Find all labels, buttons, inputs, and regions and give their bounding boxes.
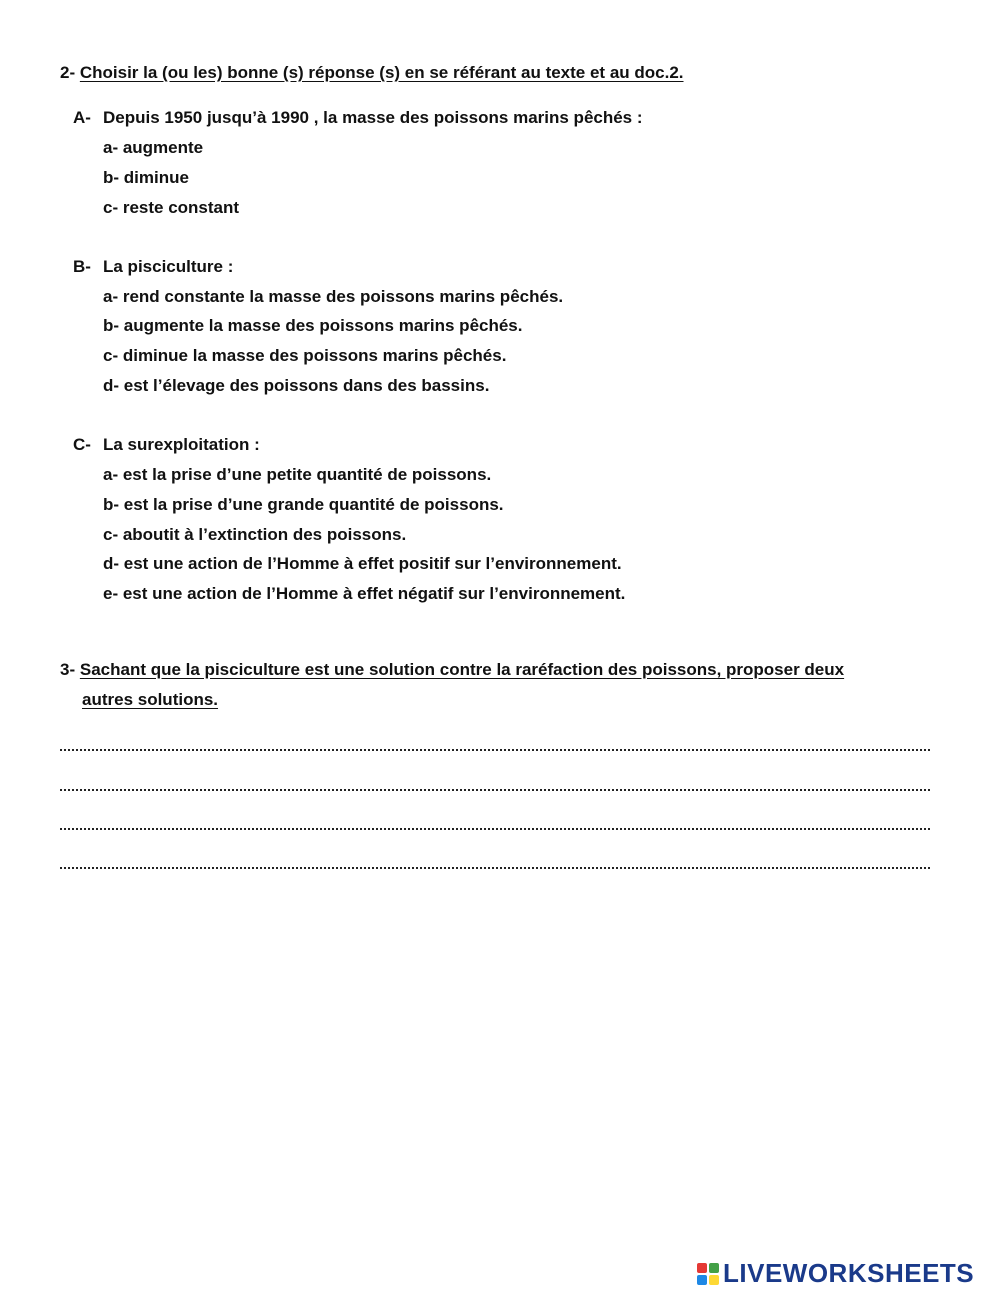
question-b-text: La pisciculture : xyxy=(103,257,234,276)
logo-square-3 xyxy=(697,1275,707,1285)
question-3-number: 3- xyxy=(60,660,76,679)
answer-line-2[interactable] xyxy=(60,785,930,791)
question-b-letter: B- xyxy=(73,257,91,276)
question-a-text: Depuis 1950 jusqu’à 1990 , la masse des poissons marins pêchés : xyxy=(103,108,643,127)
answer-line-4[interactable] xyxy=(60,863,930,869)
option-c-b[interactable]: b- est la prise d’une grande quantité de poissons. xyxy=(103,495,504,514)
logo-grid-icon xyxy=(697,1263,719,1285)
question-3-title-line1: Sachant que la pisciculture est une solution contre la raréfaction des poissons, proposer deux xyxy=(79,660,845,679)
logo-square-1 xyxy=(697,1263,707,1273)
option-b-a[interactable]: a- rend constante la masse des poissons marins pêchés. xyxy=(103,287,564,306)
option-b-d[interactable]: d- est l’élevage des poissons dans des bassins. xyxy=(103,376,490,395)
option-c-c[interactable]: c- aboutit à l’extinction des poissons. xyxy=(103,525,407,544)
option-b-c[interactable]: c- diminue la masse des poissons marins pêchés. xyxy=(103,346,507,365)
option-c-d[interactable]: d- est une action de l’Homme à effet positif sur l’environnement. xyxy=(103,554,622,573)
logo-square-4 xyxy=(709,1275,719,1285)
option-a-b[interactable]: b- diminue xyxy=(103,168,189,187)
option-c-e[interactable]: e- est une action de l’Homme à effet négatif sur l’environnement. xyxy=(103,584,626,603)
answer-line-3[interactable] xyxy=(60,824,930,830)
question-a-letter: A- xyxy=(73,108,91,127)
question-c-text: La surexploitation : xyxy=(103,435,260,454)
question-2-title: Choisir la (ou les) bonne (s) réponse (s) en se référant au texte et au doc.2. xyxy=(79,63,684,82)
question-3-title-line2: autres solutions. xyxy=(82,690,219,709)
option-a-c[interactable]: c- reste constant xyxy=(103,198,240,217)
answer-line-1[interactable] xyxy=(60,745,930,751)
brand-name: LIVEWORKSHEETS xyxy=(723,1258,975,1288)
liveworksheets-logo xyxy=(697,1258,974,1289)
option-a-a[interactable]: a- augmente xyxy=(103,138,204,157)
question-2-number: 2- xyxy=(60,63,76,82)
option-c-a[interactable]: a- est la prise d’une petite quantité de poissons. xyxy=(103,465,492,484)
question-c-letter: C- xyxy=(73,435,91,454)
logo-square-2 xyxy=(709,1263,719,1273)
option-b-b[interactable]: b- augmente la masse des poissons marins pêchés. xyxy=(103,316,523,335)
question-2-heading xyxy=(60,63,684,83)
question-3-heading xyxy=(60,660,844,680)
